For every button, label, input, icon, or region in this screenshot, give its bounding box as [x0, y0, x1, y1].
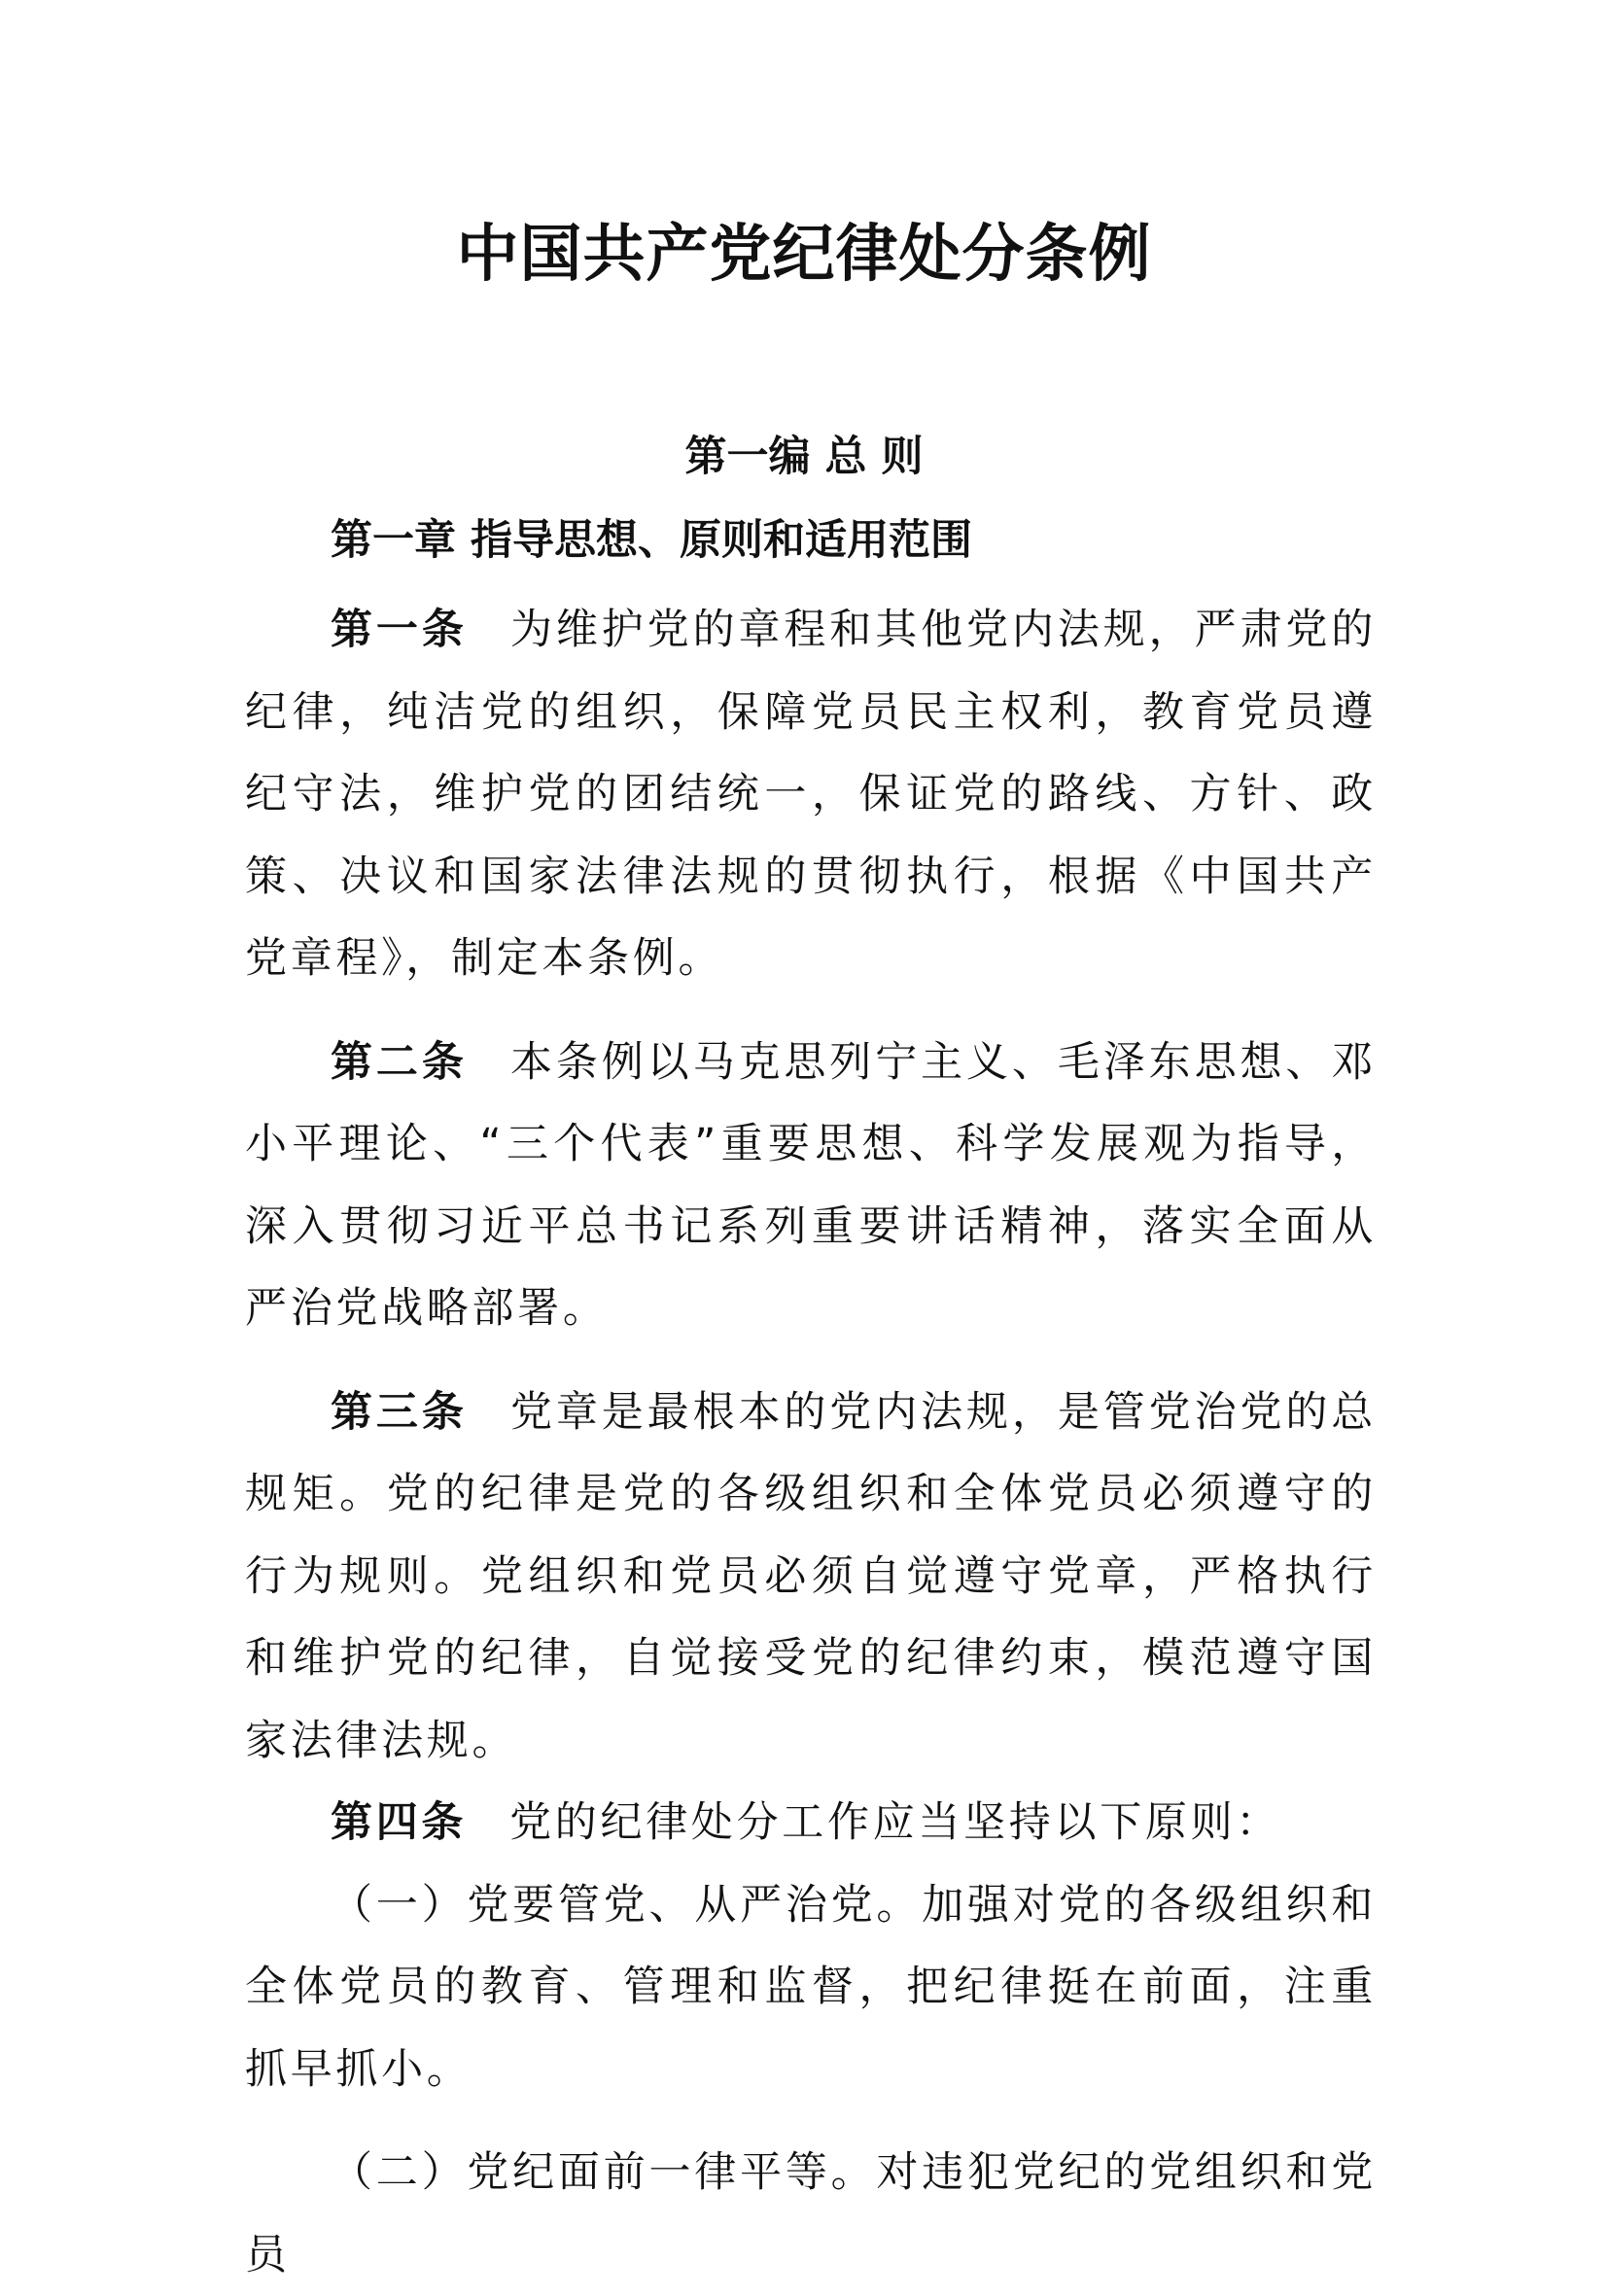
article-text: 党的纪律处分工作应当坚持以下原则： — [509, 1798, 1282, 1847]
article-text: 为维护党的章程和其他党内法规，严肃党的纪律，纯洁党的组织，保障党员民主权利，教育党员遵纪守法，维护党的团结统一，保证党的路线、方针、政策、决议和国家法律法规的贯彻执行，根据《中国共产党章程》，制定本条例。 — [245, 606, 1377, 983]
document-body — [245, 589, 1377, 2296]
article-text: 本条例以马克思列宁主义、毛泽东思想、邓小平理论、“三个代表”重要思想、科学发展观为指导，深入贯彻习近平总书记系列重要讲话精神，落实全面从严治党战略部署。 — [245, 1037, 1377, 1333]
article-4 — [245, 1782, 1377, 1864]
article-text: 党章是最根本的党内法规，是管党治党的总规矩。党的纪律是党的各级组织和全体党员必须遵守的行为规则。党组织和党员必须自觉遵守党章，严格执行和维护党的纪律，自觉接受党的纪律约束，模范遵守国家法律法规。 — [245, 1387, 1377, 1765]
clause-1: （一）党要管党、从严治党。加强对党的各级组织和全体党员的教育、管理和监督，把纪律挺在前面，注重抓早抓小。 — [245, 1880, 1377, 2094]
chapter-title: 第一章 指导思想、原则和适用范围 — [331, 516, 972, 565]
article-number: 第一条 — [331, 606, 468, 654]
article-number: 第四条 — [331, 1798, 468, 1847]
clause-2: （二）党纪面前一律平等。对违犯党纪的党组织和党员 — [245, 2148, 1377, 2279]
article-number: 第二条 — [331, 1037, 468, 1087]
article-1 — [245, 589, 1377, 1000]
part-title: 第一编 总 则 — [684, 433, 924, 481]
article-3 — [245, 1372, 1377, 1783]
article-number: 第三条 — [331, 1387, 468, 1437]
article-2 — [245, 1022, 1377, 1350]
document-title: 中国共产党纪律处分条例 — [456, 218, 1152, 291]
